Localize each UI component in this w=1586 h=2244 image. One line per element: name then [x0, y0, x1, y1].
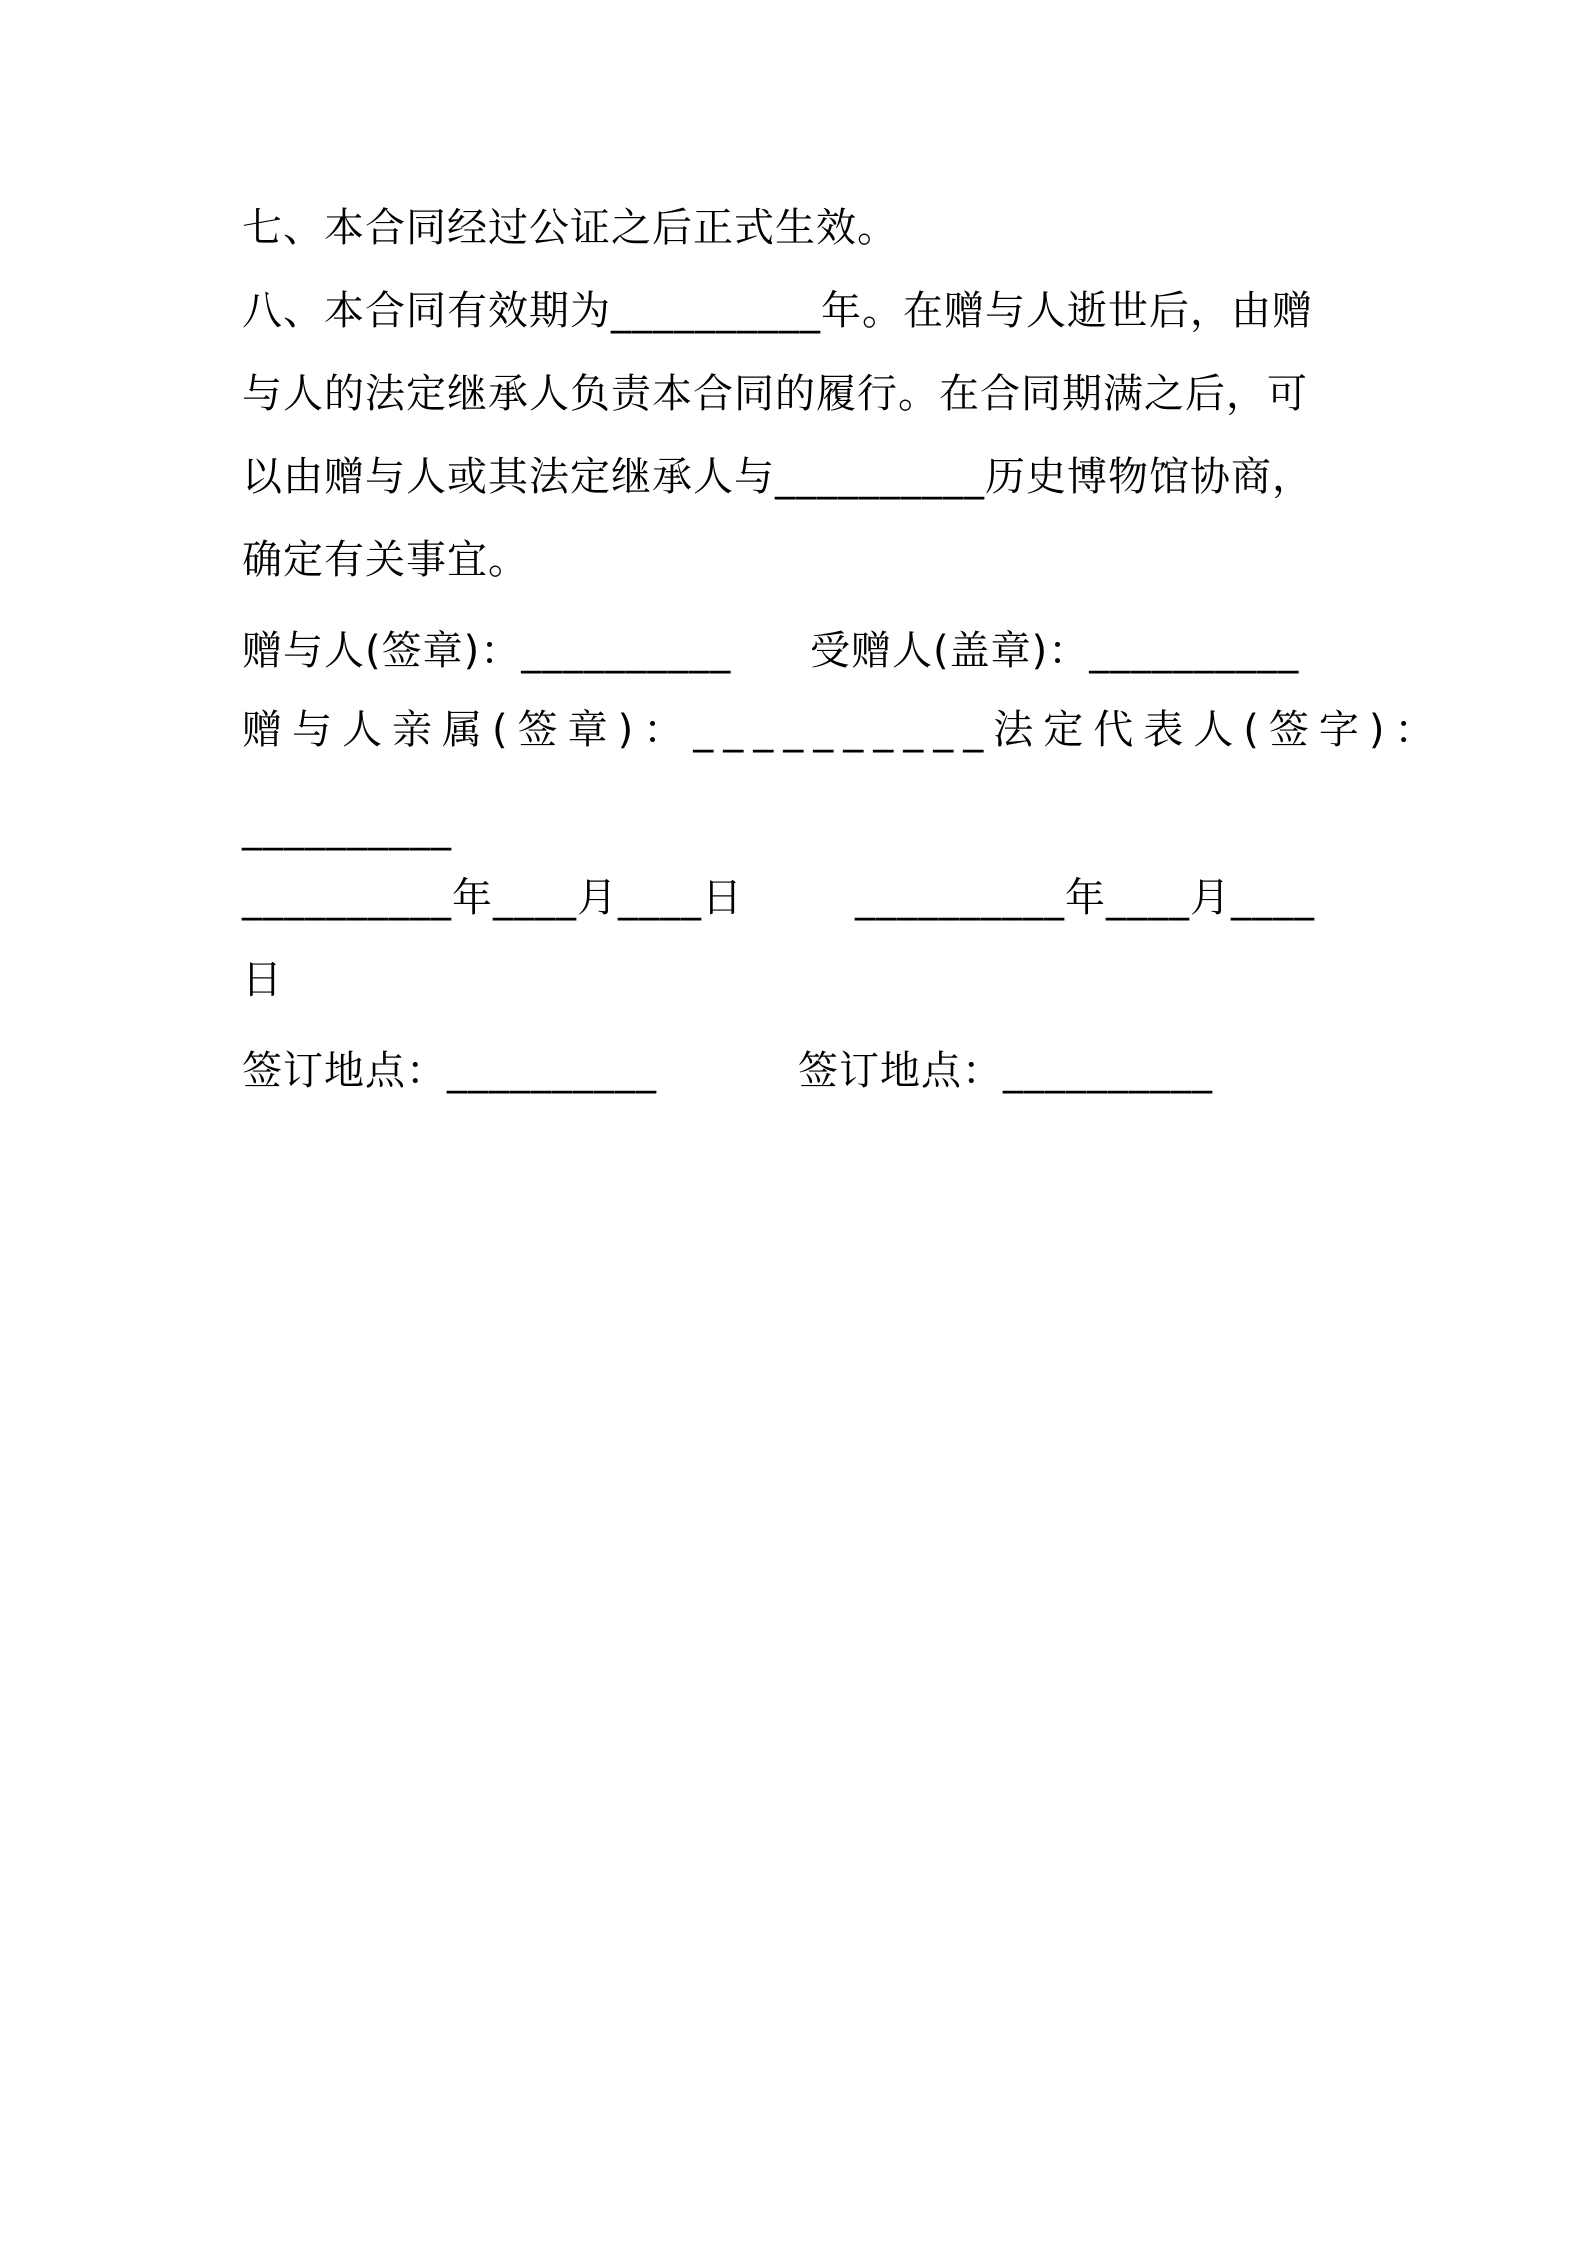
donor-relative-line: 赠与人亲属(签章)：__________法定代表人(签字)： — [242, 707, 1445, 753]
date-left: __________年____月____日 — [242, 875, 743, 921]
date-right: __________年____月____ — [855, 875, 1315, 921]
donee-seal-line: 受赠人(盖章)：__________ — [810, 628, 1300, 674]
date-day-wrap: 日 — [242, 957, 283, 1003]
clause-8-line-2: 与人的法定继承人负责本合同的履行。在合同期满之后，可 — [242, 371, 1308, 417]
legal-rep-blank: __________ — [242, 805, 452, 851]
signing-place-left: 签订地点：__________ — [242, 1048, 657, 1094]
clause-8-line-3: 以由赠与人或其法定继承人与__________历史博物馆协商， — [242, 454, 1313, 500]
clause-8-line-4: 确定有关事宜。 — [242, 537, 529, 583]
clause-8-line-1: 八、本合同有效期为__________年。在赠与人逝世后，由赠 — [242, 288, 1313, 334]
donor-signature-line: 赠与人(签章)：__________ — [242, 628, 732, 674]
clause-7: 七、本合同经过公证之后正式生效。 — [242, 205, 898, 251]
signing-place-right: 签订地点：__________ — [798, 1048, 1213, 1094]
